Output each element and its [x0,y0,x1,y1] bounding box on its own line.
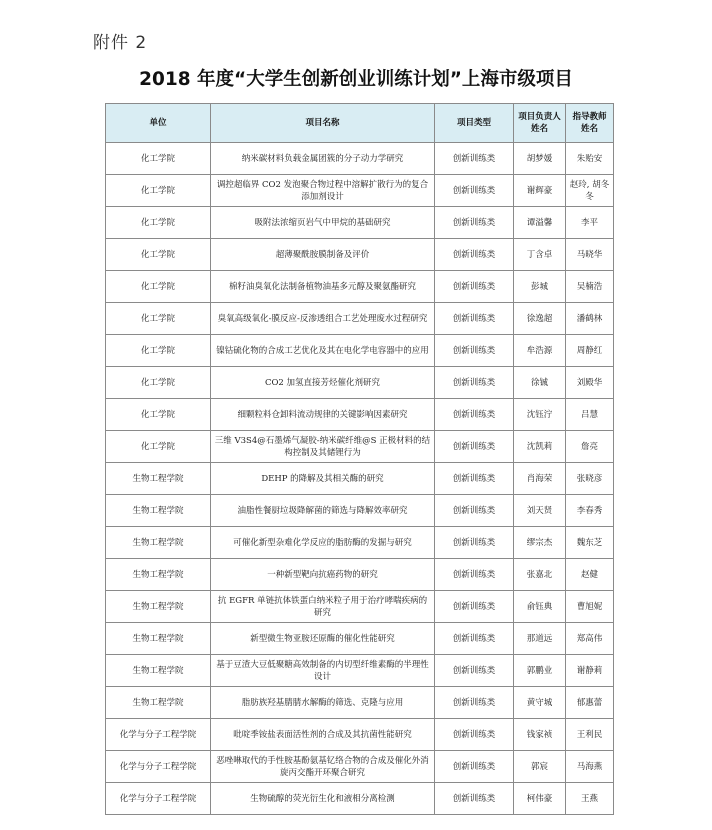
cell-unit: 化学与分子工程学院 [106,751,211,783]
cell-project-name: DEHP 的降解及其相关酶的研究 [211,463,435,495]
cell-advisor: 王利民 [566,719,614,751]
cell-project-leader: 黄守城 [514,687,566,719]
table-row [106,655,614,687]
table-row [106,303,614,335]
cell-project-name: 脂肪族羟基腈腈水解酶的筛选、克隆与应用 [211,687,435,719]
cell-project-leader: 那道远 [514,623,566,655]
cell-project-name: 抗 EGFR 单链抗体铁蛋白纳米粒子用于治疗哮喘疾病的研究 [211,591,435,623]
cell-project-leader: 张嘉北 [514,559,566,591]
cell-unit: 化工学院 [106,143,211,175]
cell-project-leader: 钱家祯 [514,719,566,751]
cell-project-name: 细颗粒料仓卸料流动规律的关键影响因素研究 [211,399,435,431]
cell-project-name: 油脂性餐厨垃圾降解菌的筛选与降解效率研究 [211,495,435,527]
cell-advisor: 吴楠浩 [566,271,614,303]
cell-project-name: 生物硫醇的荧光衍生化和液相分离检测 [211,783,435,815]
cell-project-type: 创新训练类 [435,527,514,559]
header-advisor: 指导教师姓名 [566,104,614,143]
cell-project-name: 镍钴硫化物的合成工艺优化及其在电化学电容器中的应用 [211,335,435,367]
cell-project-name: 新型微生物亚胺还原酶的催化性能研究 [211,623,435,655]
table-row [106,207,614,239]
cell-project-type: 创新训练类 [435,271,514,303]
cell-unit: 生物工程学院 [106,655,211,687]
cell-unit: 生物工程学院 [106,463,211,495]
cell-project-leader: 柯伟豪 [514,783,566,815]
table-row [106,463,614,495]
cell-project-leader: 郭宸 [514,751,566,783]
table-row [106,527,614,559]
cell-advisor: 谢静莉 [566,655,614,687]
cell-project-leader: 谢辉豪 [514,175,566,207]
cell-project-name: 臭氧高级氧化-膜反应-反渗透组合工艺处理废水过程研究 [211,303,435,335]
cell-project-type: 创新训练类 [435,303,514,335]
cell-project-type: 创新训练类 [435,175,514,207]
cell-project-leader: 缪宗杰 [514,527,566,559]
cell-advisor: 赵玲, 胡冬冬 [566,175,614,207]
header-project-leader: 项目负责人姓名 [514,104,566,143]
cell-project-leader: 沈凯莉 [514,431,566,463]
cell-project-name: 吡啶季铵盐表面活性剂的合成及其抗菌性能研究 [211,719,435,751]
cell-advisor: 赵健 [566,559,614,591]
cell-advisor: 马晓华 [566,239,614,271]
table-row [106,175,614,207]
cell-project-leader: 丁含卓 [514,239,566,271]
cell-project-name: 三维 V3S4@石墨烯气凝胶-纳米碳纤维@S 正极材料的结构控制及其储锂行为 [211,431,435,463]
table-row [106,143,614,175]
cell-project-type: 创新训练类 [435,751,514,783]
cell-project-name: 基于豆渣大豆低聚糖高效制备的内切型纤维素酶的半理性设计 [211,655,435,687]
cell-advisor: 吕慧 [566,399,614,431]
table-header-row [106,104,614,143]
cell-project-name: 可催化新型杂难化学反应的脂肪酶的发掘与研究 [211,527,435,559]
cell-unit: 化学与分子工程学院 [106,783,211,815]
cell-advisor: 王燕 [566,783,614,815]
cell-unit: 化工学院 [106,399,211,431]
cell-project-leader: 胡梦媛 [514,143,566,175]
cell-advisor: 张晓彦 [566,463,614,495]
cell-advisor: 刘殿华 [566,367,614,399]
cell-advisor: 马海燕 [566,751,614,783]
cell-project-leader: 肖海荣 [514,463,566,495]
cell-project-name: 棉籽油臭氧化法制备植物油基多元醇及聚氨酯研究 [211,271,435,303]
cell-project-name: 纳米碳材料负载金属团簇的分子动力学研究 [211,143,435,175]
cell-project-type: 创新训练类 [435,335,514,367]
attachment-label: 附件 2 [93,33,148,53]
header-unit: 单位 [106,104,211,143]
cell-unit: 化工学院 [106,431,211,463]
cell-project-type: 创新训练类 [435,687,514,719]
table-row [106,399,614,431]
cell-project-type: 创新训练类 [435,431,514,463]
cell-project-type: 创新训练类 [435,591,514,623]
cell-project-type: 创新训练类 [435,463,514,495]
table-row [106,271,614,303]
cell-advisor: 李平 [566,207,614,239]
cell-unit: 化工学院 [106,303,211,335]
cell-project-type: 创新训练类 [435,399,514,431]
cell-project-name: 一种新型靶向抗癌药物的研究 [211,559,435,591]
table-row [106,719,614,751]
cell-project-name: 恶唑啉取代的手性胺基酚氨基钇络合物的合成及催化外消旋丙交酯开环聚合研究 [211,751,435,783]
table-body [106,143,614,815]
cell-unit: 化工学院 [106,335,211,367]
cell-project-name: CO2 加氢直接芳烃催化剂研究 [211,367,435,399]
table-row [106,431,614,463]
cell-unit: 化工学院 [106,367,211,399]
cell-project-leader: 徐铖 [514,367,566,399]
cell-unit: 化工学院 [106,239,211,271]
cell-project-type: 创新训练类 [435,783,514,815]
cell-advisor: 曹旭妮 [566,591,614,623]
header-project-type: 项目类型 [435,104,514,143]
cell-project-leader: 郭鹏业 [514,655,566,687]
cell-project-type: 创新训练类 [435,239,514,271]
cell-unit: 化工学院 [106,271,211,303]
cell-unit: 生物工程学院 [106,495,211,527]
cell-unit: 化工学院 [106,175,211,207]
cell-unit: 生物工程学院 [106,527,211,559]
cell-project-leader: 彭城 [514,271,566,303]
table-row [106,239,614,271]
cell-project-name: 超薄聚酰胺膜制备及评价 [211,239,435,271]
cell-advisor: 郑高伟 [566,623,614,655]
cell-unit: 生物工程学院 [106,687,211,719]
header-project-name: 项目名称 [211,104,435,143]
document-title: 2018 年度“大学生创新创业训练计划”上海市级项目 [139,69,573,90]
table-row [106,783,614,815]
cell-advisor: 朱贻安 [566,143,614,175]
cell-project-type: 创新训练类 [435,143,514,175]
cell-project-type: 创新训练类 [435,719,514,751]
table-row [106,623,614,655]
cell-project-type: 创新训练类 [435,623,514,655]
cell-advisor: 詹亮 [566,431,614,463]
cell-project-leader: 牟浩源 [514,335,566,367]
cell-project-type: 创新训练类 [435,367,514,399]
cell-project-type: 创新训练类 [435,655,514,687]
cell-advisor: 魏东芝 [566,527,614,559]
cell-unit: 化工学院 [106,207,211,239]
cell-project-name: 调控超临界 CO2 发泡聚合物过程中溶解扩散行为的复合添加剂设计 [211,175,435,207]
cell-project-leader: 徐逸超 [514,303,566,335]
table-row [106,367,614,399]
table-row [106,335,614,367]
cell-advisor: 潘鹤林 [566,303,614,335]
project-table [105,103,614,815]
cell-project-type: 创新训练类 [435,207,514,239]
cell-unit: 生物工程学院 [106,559,211,591]
cell-project-name: 吸附法浓缩页岩气中甲烷的基础研究 [211,207,435,239]
cell-project-leader: 刘天贤 [514,495,566,527]
table-row [106,559,614,591]
table-row [106,495,614,527]
cell-unit: 生物工程学院 [106,591,211,623]
cell-project-leader: 谭溢馨 [514,207,566,239]
cell-advisor: 郁惠蕾 [566,687,614,719]
cell-advisor: 周静红 [566,335,614,367]
table-row [106,751,614,783]
table-row [106,687,614,719]
table-row [106,591,614,623]
cell-project-leader: 沈钰泞 [514,399,566,431]
cell-advisor: 李春秀 [566,495,614,527]
cell-unit: 化学与分子工程学院 [106,719,211,751]
cell-project-leader: 俞钰典 [514,591,566,623]
cell-unit: 生物工程学院 [106,623,211,655]
cell-project-type: 创新训练类 [435,559,514,591]
cell-project-type: 创新训练类 [435,495,514,527]
